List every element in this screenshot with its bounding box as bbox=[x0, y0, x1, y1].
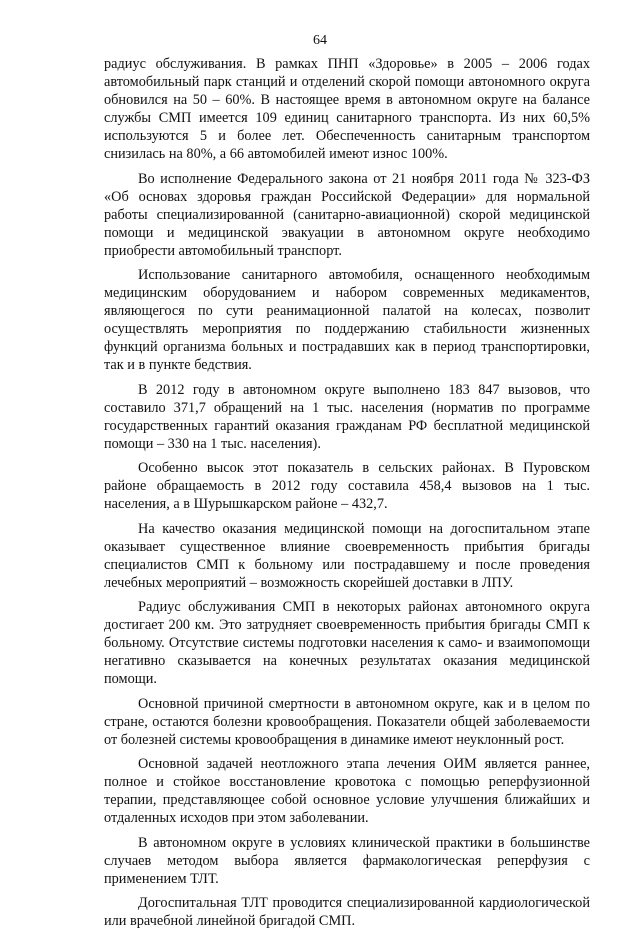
document-body bbox=[104, 55, 590, 937]
paragraph: На качество оказания медицинской помощи на догоспитальном этапе оказывает существенное влияние своевременность прибытия бригады специалистов СМП к больному или пострадавшему и после проведения лечебных мероприятий – возможность скорейшей доставки в ЛПУ. bbox=[104, 520, 590, 591]
page-number: 64 bbox=[313, 33, 327, 48]
paragraph: Догоспитальная ТЛТ проводится специализированной кардиологической или врачебной линейной бригадой СМП. bbox=[104, 895, 590, 929]
paragraph: Основной задачей неотложного этапа лечения ОИМ является раннее, полное и стойкое восстановление кровотока с помощью реперфузионной терапии, представляющее собой основное условие улучшения ближайших и отдаленных исходов при этом заболевании. bbox=[104, 756, 590, 826]
paragraph: В 2012 году в автономном округе выполнено 183 847 вызовов, что составило 371,7 обращений на 1 тыс. населения (норматив по программе государственных гарантий оказания гражданам РФ бесплатной медицинской помощи – 330 на 1 тыс. населения). bbox=[104, 381, 590, 452]
paragraph: В автономном округе в условиях клинической практики в большинстве случаев методом выбора является фармакологическая реперфузия с применением ТЛТ. bbox=[104, 834, 590, 887]
paragraph: Во исполнение Федерального закона от 21 ноября 2011 года № 323-ФЗ «Об основах здоровья граждан Российской Федерации» для нормальной работы специализированной (санитарно-авиационной) скорой медицинской помощи и медицинской эвакуации в автономном округе необходимо приобрести автомобильный транспорт. bbox=[104, 170, 590, 259]
paragraph: Основной причиной смертности в автономном округе, как и в целом по стране, остаются болезни кровообращения. Показатели общей заболеваемости от болезней системы кровообращения в динамике имеют неуклонный рост. bbox=[104, 695, 590, 748]
paragraph: Использование санитарного автомобиля, оснащенного необходимым медицинским оборудованием и набором современных медикаментов, являющегося по сути реанимационной палатой на колесах, позволит осуществлять мероприятия по поддержанию стабильности жизненных функций организма больных и пострадавших как в период транспортировки, так и в пункте бедствия. bbox=[104, 267, 590, 373]
paragraph: радиус обслуживания. В рамках ПНП «Здоровье» в 2005 – 2006 годах автомобильный парк станций и отделений скорой помощи автономного округа обновился на 50 – 60%. В настоящее время в автономном округе на балансе службы СМП имеется 109 единиц санитарного транспорта. Из них 60,5% используются 5 и более лет. Обеспеченность санитарным транспортом снизилась на 80%, а 66 автомобилей имеют износ 100%. bbox=[104, 56, 590, 162]
paragraph: Особенно высок этот показатель в сельских районах. В Пуровском районе обращаемость в 2012 году составила 458,4 вызовов на 1 тыс. населения, а в Шурышкарском районе – 432,7. bbox=[104, 460, 590, 512]
paragraph: Радиус обслуживания СМП в некоторых районах автономного округа достигает 200 км. Это затрудняет своевременность прибытия бригады СМП к больному. Отсутствие системы подготовки населения к само- и взаимопомощи негативно сказывается на конечных результатах оказания медицинской помощи. bbox=[104, 599, 590, 687]
